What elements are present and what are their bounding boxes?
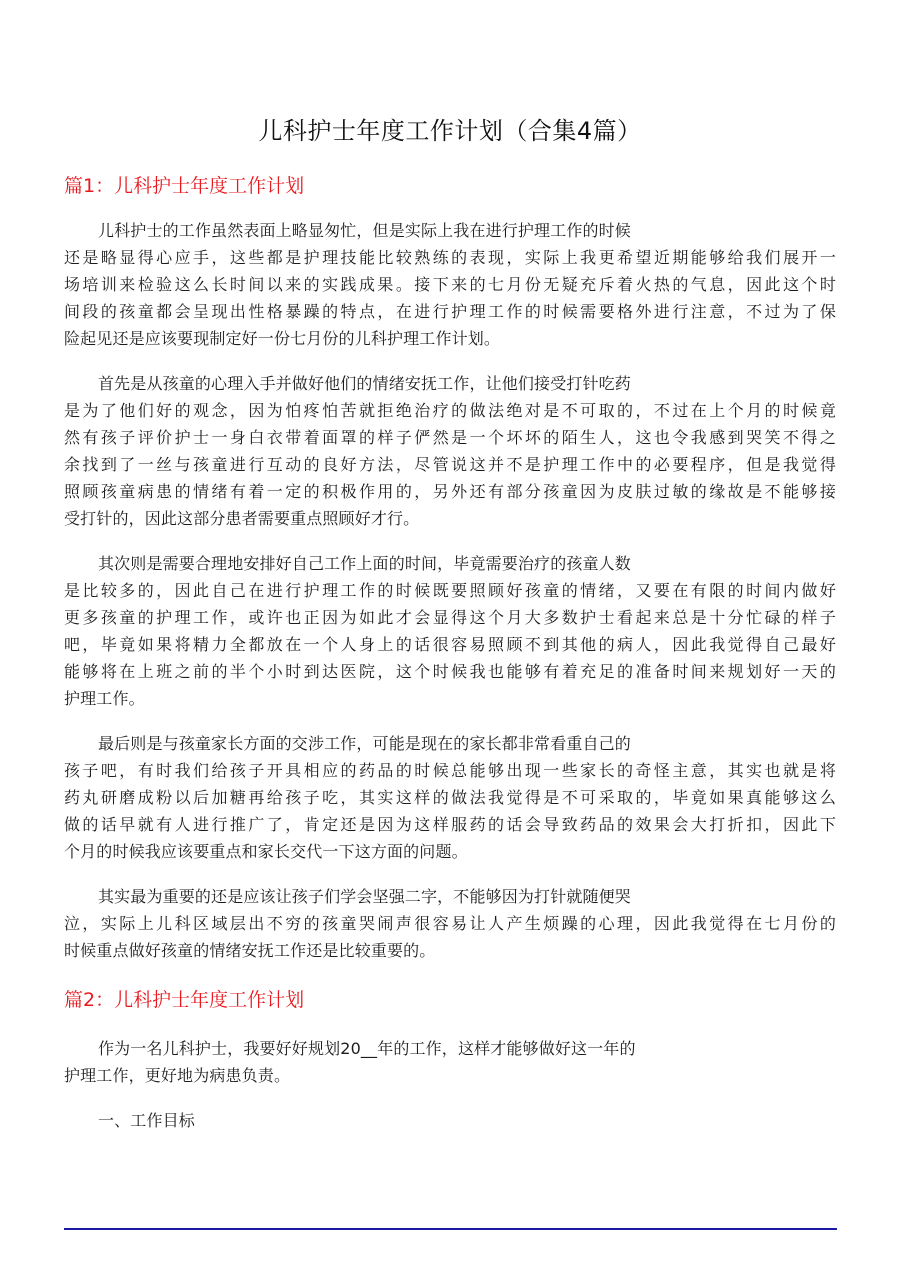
subheading-work-goals: 一、工作目标: [98, 1111, 195, 1130]
paragraph-line: 儿科护士的工作虽然表面上略显匆忙，但是实际上我在进行护理工作的时候: [98, 221, 631, 240]
paragraph-line: 余找到了一丝与孩童进行互动的良好方法，尽管说这并不是护理工作中的必要程序，但是我觉得: [64, 455, 836, 474]
paragraph-line: 能够将在上班之前的半个小时到达医院，这个时候我也能够有着充足的准备时间来规划好一天的: [64, 662, 836, 681]
paragraph-line: 照顾孩童病患的情绪有着一定的积极作用的，另外还有部分孩童因为皮肤过敏的缘故是不能够接: [64, 482, 836, 501]
paragraph-line: 然有孩子评价护士一身白衣带着面罩的样子俨然是一个坏坏的陌生人，这也令我感到哭笑不得之: [64, 428, 836, 447]
paragraph-line: 首先是从孩童的心理入手并做好他们的情绪安抚工作，让他们接受打针吃药: [98, 374, 631, 393]
paragraph-line: 是为了他们好的观念，因为怕疼怕苦就拒绝治疗的做法绝对是不可取的，不过在上个月的时候竟: [64, 401, 836, 420]
paragraph-line: 作为一名儿科护士，我要好好规划20__年的工作，这样才能够做好这一年的: [98, 1039, 636, 1058]
document-title: 儿科护士年度工作计划（合集4篇）: [258, 117, 642, 145]
paragraph-line: 孩子吧，有时我们给孩子开具相应的药品的时候总能够出现一些家长的奇怪主意，其实也就是将: [64, 761, 836, 780]
paragraph-line: 最后则是与孩童家长方面的交涉工作，可能是现在的家长都非常看重自己的: [98, 734, 631, 753]
paragraph-line: 做的话早就有人进行推广了，肯定还是因为这样服药的话会导致药品的效果会大打折扣，因此下: [64, 815, 836, 834]
paragraph-line: 泣，实际上儿科区域层出不穷的孩童哭闹声很容易让人产生烦躁的心理，因此我觉得在七月份的: [64, 914, 836, 933]
paragraph-line: 吧，毕竟如果将精力全都放在一个人身上的话很容易照顾不到其他的病人，因此我觉得自己最好: [64, 635, 836, 654]
paragraph-line: 其次则是需要合理地安排好自己工作上面的时间，毕竟需要治疗的孩童人数: [98, 554, 631, 573]
paragraph-line: 个月的时候我应该要重点和家长交代一下这方面的问题。: [64, 842, 468, 861]
paragraph-line: 其实最为重要的还是应该让孩子们学会坚强二字，不能够因为打针就随便哭: [98, 887, 631, 906]
paragraph-line: 场培训来检验这么长时间以来的实践成果。接下来的七月份无疑充斥着火热的气息，因此这个时: [64, 275, 836, 294]
paragraph-line: 护理工作，更好地为病患负责。: [64, 1066, 291, 1085]
paragraph-line: 是比较多的，因此自己在进行护理工作的时候既要照顾好孩童的情绪，又要在有限的时间内做好: [64, 581, 836, 600]
paragraph-line: 险起见还是应该要现制定好一份七月份的儿科护理工作计划。: [64, 329, 501, 348]
paragraph-line: 更多孩童的护理工作，或许也正因为如此才会显得这个月大多数护士看起来总是十分忙碌的样子: [64, 608, 836, 627]
section-heading-2: 篇2：儿科护士年度工作计划: [64, 989, 305, 1011]
paragraph-line: 护理工作。: [64, 689, 145, 708]
paragraph-line: 受打针的，因此这部分患者需要重点照顾好才行。: [64, 509, 420, 528]
paragraph-line: 药丸研磨成粉以后加糖再给孩子吃，其实这样的做法我觉得是不可采取的，毕竟如果真能够这么: [64, 788, 836, 807]
section-heading-1: 篇1：儿科护士年度工作计划: [64, 175, 305, 197]
paragraph-line: 间段的孩童都会呈现出性格暴躁的特点，在进行护理工作的时候需要格外进行注意，不过为了保: [64, 302, 836, 321]
paragraph-line: 还是略显得心应手，这些都是护理技能比较熟练的表现，实际上我更希望近期能够给我们展开一: [64, 248, 836, 267]
footer-divider: [64, 1228, 837, 1230]
paragraph-line: 时候重点做好孩童的情绪安抚工作还是比较重要的。: [64, 941, 436, 960]
